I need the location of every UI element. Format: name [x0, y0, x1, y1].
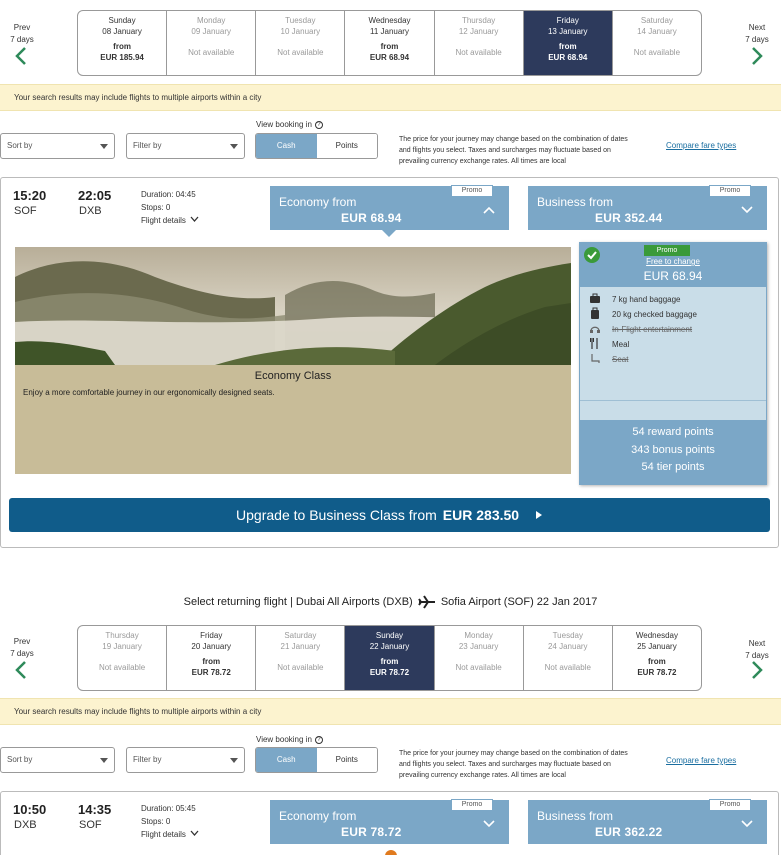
- date-option[interactable]: [78, 11, 167, 75]
- date-weekday: Friday: [556, 16, 579, 25]
- next-label: Next: [748, 23, 766, 32]
- date-weekday: Thursday: [461, 16, 496, 25]
- date-price: EUR 78.72: [637, 668, 677, 677]
- date-day: 08 January: [102, 27, 142, 36]
- promo-badge: Promo: [644, 245, 690, 256]
- view-booking-label: [256, 735, 323, 744]
- feature-label: In-Flight entertainment: [612, 325, 693, 334]
- business-fare-button[interactable]: [528, 186, 767, 230]
- sort-by-label: Sort by: [7, 141, 33, 150]
- next-7-days-link[interactable]: [737, 638, 777, 662]
- outbound-flight-card: [0, 177, 779, 548]
- chevron-down-icon: [741, 206, 753, 214]
- prev-days-label: 7 days: [10, 649, 34, 658]
- feature-label: 20 kg checked baggage: [612, 310, 697, 319]
- feature-seat: [588, 353, 628, 366]
- flight-details-label: Flight details: [141, 216, 186, 225]
- date-weekday: Sunday: [108, 16, 136, 25]
- info-icon[interactable]: ?: [315, 121, 323, 129]
- caret-down-icon: [100, 144, 108, 149]
- disclaimer-line: prevailing currency exchange rates. All times are local: [399, 772, 566, 779]
- bonus-points: 343 bonus points: [631, 443, 715, 456]
- outbound-date-selector: [77, 10, 702, 76]
- economy-fare-button[interactable]: [270, 186, 509, 230]
- arrival-airport: SOF: [79, 819, 102, 831]
- prev-7-days-link[interactable]: [2, 22, 42, 46]
- date-option[interactable]: [345, 11, 434, 75]
- chevron-left-icon[interactable]: [14, 46, 28, 66]
- flight-details-label: Flight details: [141, 830, 186, 839]
- compare-fare-types-link[interactable]: Compare fare types: [666, 141, 737, 150]
- points-option[interactable]: Points: [317, 748, 378, 772]
- feature-label: Meal: [612, 340, 630, 349]
- filter-by-select[interactable]: [126, 747, 245, 773]
- date-from-label: from: [113, 42, 131, 51]
- date-status: Not available: [633, 48, 681, 57]
- return-flight-heading: [0, 595, 781, 609]
- multi-airport-notice: Your search results may include flights to multiple airports within a city: [0, 698, 781, 725]
- date-from-label: from: [202, 657, 221, 666]
- date-from-label: from: [648, 657, 666, 666]
- date-day: 11 January: [369, 27, 409, 36]
- date-from-label: from: [558, 42, 577, 51]
- sort-by-label: Sort by: [7, 755, 33, 764]
- prev-days-label: 7 days: [10, 35, 34, 44]
- upgrade-price: EUR 283.50: [442, 507, 520, 523]
- next-7-days-link[interactable]: [737, 22, 777, 46]
- next-label: Next: [748, 639, 766, 648]
- promo-badge: Promo: [709, 185, 751, 197]
- date-price: EUR 185.94: [100, 53, 144, 62]
- hand-baggage-icon: [588, 293, 602, 307]
- date-weekday: Thursday: [105, 631, 139, 640]
- date-price: EUR 68.94: [369, 53, 410, 62]
- return-title-dest: Sofia Airport (SOF) 22 Jan 2017: [440, 595, 598, 608]
- chevron-right-icon[interactable]: [750, 46, 764, 66]
- business-label: Business from: [537, 195, 614, 209]
- arrival-time: 22:05: [78, 188, 112, 203]
- economy-class-panel: [15, 247, 571, 474]
- economy-fare-detail[interactable]: [579, 242, 767, 485]
- arrival-time: 14:35: [78, 802, 112, 817]
- date-price: EUR 78.72: [191, 668, 231, 677]
- date-status: Not available: [455, 663, 502, 672]
- feature-entertainment: [588, 323, 692, 336]
- filter-by-label: Filter by: [133, 755, 162, 764]
- economy-label: Economy from: [279, 809, 357, 823]
- business-price: EUR 352.44: [595, 211, 663, 225]
- flight-details-link[interactable]: [141, 828, 199, 841]
- date-weekday: Tuesday: [285, 16, 316, 25]
- date-status: Not available: [277, 48, 324, 57]
- date-day: 19 January: [102, 642, 142, 651]
- prev-label: Prev: [13, 637, 31, 646]
- date-option[interactable]: [613, 626, 701, 690]
- return-date-selector: [77, 625, 702, 691]
- plane-icon: [418, 595, 436, 609]
- prev-7-days-link[interactable]: [2, 636, 42, 660]
- date-option: [256, 11, 345, 75]
- date-status: Not available: [98, 663, 146, 672]
- departure-airport: SOF: [14, 205, 37, 217]
- return-flight-card: [0, 791, 779, 855]
- chevron-left-icon[interactable]: [14, 660, 28, 680]
- date-status: Not available: [455, 48, 502, 57]
- date-weekday: Friday: [200, 631, 223, 640]
- sort-by-select[interactable]: [0, 747, 115, 773]
- feature-label: 7 kg hand baggage: [612, 295, 681, 304]
- date-day: 12 January: [458, 27, 499, 36]
- selected-pointer-icon: [381, 229, 397, 237]
- multi-airport-notice: Your search results may include flights to multiple airports within a city: [0, 84, 781, 111]
- departure-airport: DXB: [14, 819, 37, 831]
- date-day: 14 January: [637, 27, 677, 36]
- economy-price: EUR 68.94: [341, 211, 402, 225]
- headphones-icon: [588, 323, 602, 337]
- seat-icon: [588, 353, 602, 367]
- fare-detail-price: EUR 68.94: [643, 269, 703, 283]
- departure-time: 15:20: [13, 188, 47, 203]
- date-status: Not available: [277, 663, 324, 672]
- upgrade-label: Upgrade to Business Class from: [236, 507, 437, 523]
- date-price: EUR 68.94: [548, 53, 588, 62]
- view-booking-label: [256, 120, 323, 129]
- next-days-label: 7 days: [745, 35, 769, 44]
- tier-points: 54 tier points: [641, 461, 705, 473]
- upgrade-business-button[interactable]: [9, 498, 770, 532]
- flight-meta: [141, 802, 199, 841]
- filter-by-label: Filter by: [133, 141, 162, 150]
- disclaimer-line: prevailing currency exchange rates. All times are local: [399, 158, 566, 165]
- divider: [580, 400, 766, 401]
- view-booking-text: View booking in: [256, 735, 312, 744]
- price-disclaimer: [399, 748, 659, 781]
- date-weekday: Monday: [464, 631, 493, 640]
- view-booking-text: View booking in: [256, 120, 312, 129]
- date-option[interactable]: [345, 626, 434, 690]
- chevron-down-icon: [190, 216, 199, 223]
- date-price: EUR 78.72: [369, 668, 410, 677]
- date-option: [435, 626, 524, 690]
- chevron-up-icon: [483, 206, 495, 214]
- reward-points: 54 reward points: [632, 426, 714, 438]
- economy-label: Economy from: [279, 195, 357, 209]
- promo-badge: Promo: [451, 185, 493, 197]
- stops: Stops: 0: [141, 203, 171, 212]
- date-day: 24 January: [547, 642, 588, 651]
- free-to-change-link[interactable]: Free to change: [646, 257, 700, 266]
- promo-badge: Promo: [451, 799, 493, 811]
- info-icon[interactable]: ?: [315, 736, 323, 744]
- cash-option[interactable]: Cash: [256, 134, 317, 158]
- date-day: 09 January: [191, 27, 231, 36]
- date-weekday: Monday: [196, 16, 226, 25]
- date-weekday: Sunday: [375, 631, 404, 640]
- date-day: 20 January: [191, 642, 231, 651]
- cabin-description: Enjoy a more comfortable journey in our ergonomically designed seats.: [23, 388, 275, 397]
- date-from-label: from: [380, 657, 399, 666]
- date-option: [435, 11, 524, 75]
- date-option: [167, 11, 256, 75]
- caret-down-icon: [100, 758, 108, 763]
- arrival-airport: DXB: [79, 205, 102, 217]
- next-days-label: 7 days: [745, 651, 769, 660]
- chevron-right-icon[interactable]: [750, 660, 764, 680]
- flight-details-link[interactable]: [141, 214, 199, 227]
- price-disclaimer: [399, 134, 659, 167]
- triangle-right-icon: [535, 510, 543, 520]
- landscape-photo: [15, 247, 571, 365]
- stops: Stops: 0: [141, 817, 171, 826]
- date-weekday: Wednesday: [368, 16, 411, 25]
- return-title-origin: Select returning flight | Dubai All Airports (DXB): [183, 595, 413, 608]
- feature-hand-baggage: [588, 293, 681, 306]
- date-option: [613, 11, 701, 75]
- fare-detail-header: [580, 243, 766, 287]
- date-day: 25 January: [637, 642, 677, 651]
- disclaimer-line: and flights you select. Taxes and surcharges may fluctuate based on: [399, 147, 611, 154]
- meal-icon: [588, 338, 602, 352]
- date-status: Not available: [188, 48, 235, 57]
- feature-meal: [588, 338, 629, 351]
- date-option: [524, 626, 613, 690]
- chevron-down-icon: [483, 820, 495, 828]
- business-fare-button[interactable]: [528, 800, 767, 844]
- date-day: 22 January: [369, 642, 410, 651]
- caret-down-icon: [230, 758, 238, 763]
- date-option[interactable]: [524, 11, 613, 75]
- date-option: [78, 626, 167, 690]
- cash-points-toggle[interactable]: [255, 747, 378, 773]
- date-weekday: Saturday: [640, 16, 673, 25]
- cash-points-toggle[interactable]: [255, 133, 378, 159]
- business-price: EUR 362.22: [595, 825, 663, 839]
- feature-label: Seat: [612, 355, 629, 364]
- feature-checked-baggage: [588, 308, 697, 321]
- indicator-dot: [385, 850, 397, 855]
- date-weekday: Tuesday: [552, 631, 583, 640]
- caret-down-icon: [230, 144, 238, 149]
- date-day: 23 January: [458, 642, 499, 651]
- date-day: 21 January: [280, 642, 321, 651]
- duration: Duration: 04:45: [141, 190, 196, 199]
- date-option[interactable]: [167, 626, 256, 690]
- flight-meta: [141, 188, 199, 227]
- chevron-down-icon: [190, 830, 199, 837]
- disclaimer-line: The price for your journey may change based on the combination of dates: [399, 750, 628, 757]
- disclaimer-line: and flights you select. Taxes and surcharges may fluctuate based on: [399, 761, 611, 768]
- date-day: 10 January: [280, 27, 321, 36]
- points-option[interactable]: Points: [317, 134, 378, 158]
- duration: Duration: 05:45: [141, 804, 196, 813]
- date-from-label: from: [380, 42, 399, 51]
- points-summary: [580, 420, 766, 484]
- cabin-title: Economy Class: [254, 370, 332, 382]
- compare-fare-types-link[interactable]: Compare fare types: [666, 756, 737, 765]
- promo-badge: Promo: [709, 799, 751, 811]
- sort-by-select[interactable]: [0, 133, 115, 159]
- chevron-down-icon: [741, 820, 753, 828]
- date-option: [256, 626, 345, 690]
- filter-by-select[interactable]: [126, 133, 245, 159]
- cash-option[interactable]: Cash: [256, 748, 317, 772]
- business-label: Business from: [537, 809, 614, 823]
- checked-baggage-icon: [588, 307, 602, 323]
- prev-label: Prev: [13, 23, 31, 32]
- date-weekday: Saturday: [284, 631, 317, 640]
- date-weekday: Wednesday: [635, 631, 678, 640]
- economy-price: EUR 78.72: [341, 825, 402, 839]
- departure-time: 10:50: [13, 802, 47, 817]
- economy-fare-button[interactable]: [270, 800, 509, 844]
- disclaimer-line: The price for your journey may change based on the combination of dates: [399, 136, 628, 143]
- date-day: 13 January: [547, 27, 588, 36]
- date-status: Not available: [544, 663, 591, 672]
